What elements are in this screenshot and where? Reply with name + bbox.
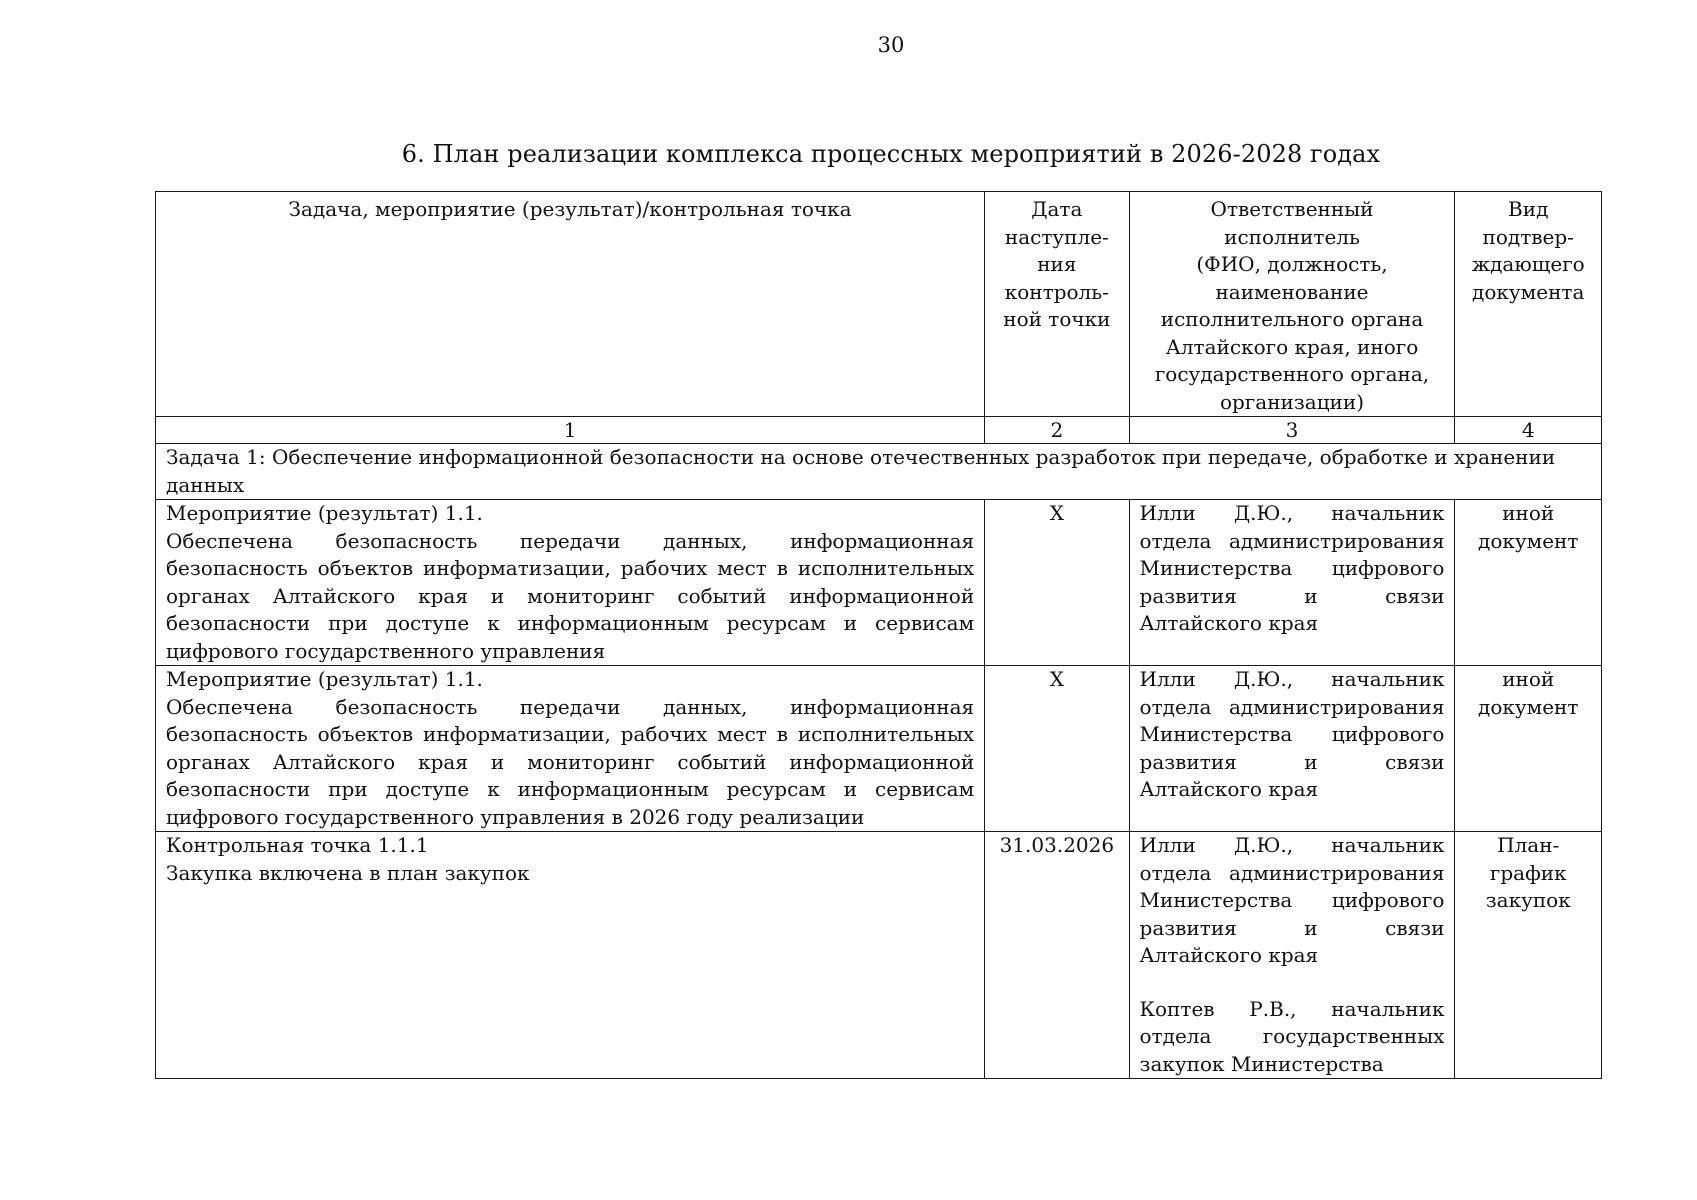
event-title: Мероприятие (результат) 1.1.	[166, 501, 483, 525]
column-number: 3	[1129, 417, 1455, 444]
executor-2: Коптев Р.В., начальник отдела государственных закупок Министерства	[1139, 996, 1445, 1076]
document-title: 6. План реализации комплекса процессных мероприятий в 2026-2028 годах	[401, 140, 1381, 168]
table-row	[156, 832, 1602, 1079]
table-header-row	[156, 192, 1602, 417]
event-text: Обеспечена безопасность передачи данных, информационная безопасность объектов информатизации, рабочих мест в исполнительных органах Алтайского края и мониторинг событий информационной безопасности при доступе к информационным ресурсам и сервисам цифрового государственного управления	[166, 528, 975, 663]
table-row	[156, 500, 1602, 666]
column-number: 1	[156, 417, 985, 444]
plan-table	[155, 191, 1602, 1079]
checkpoint-cell	[156, 832, 985, 1079]
date-cell: 31.03.2026	[985, 832, 1129, 1079]
checkpoint-text: Закупка включена в план закупок	[166, 860, 530, 885]
task-text: Задача 1: Обеспечение информационной безопасности на основе отечественных разработок при передаче, обработке и хранении данных	[156, 444, 1602, 500]
event-cell	[156, 500, 985, 666]
header-task: Задача, мероприятие (результат)/контрольная точка	[156, 192, 985, 417]
executor-cell	[1129, 832, 1455, 1079]
task-row	[156, 444, 1602, 500]
event-text: Обеспечена безопасность передачи данных, информационная безопасность объектов информатизации, рабочих мест в исполнительных органах Алтайского края и мониторинг событий информационной безопасности при доступе к информационным ресурсам и сервисам цифрового государственного управления в 2026 году реализации	[166, 694, 975, 829]
date-cell: X	[985, 666, 1129, 832]
page-number: 30	[877, 33, 905, 57]
table-row	[156, 666, 1602, 832]
date-cell: X	[985, 500, 1129, 666]
column-number: 2	[985, 417, 1129, 444]
executor-cell: Илли Д.Ю., начальник отдела администрирования Министерства цифрового развития и связи Алтайского края	[1129, 500, 1455, 666]
executor-cell: Илли Д.Ю., начальник отдела администрирования Министерства цифрового развития и связи Алтайского края	[1129, 666, 1455, 832]
column-number-row	[156, 417, 1602, 444]
executor-1: Илли Д.Ю., начальник отдела администрирования Министерства цифрового развития и связи Алтайского края	[1139, 833, 1445, 967]
doc-type-cell: иной документ	[1455, 666, 1602, 832]
event-title: Мероприятие (результат) 1.1.	[166, 667, 483, 691]
header-executor: Ответственный исполнитель (ФИО, должность, наименование исполнительного органа Алтайского края, иного государственного органа, организации)	[1129, 192, 1455, 417]
header-date: Дата наступле- ния контроль- ной точки	[985, 192, 1129, 417]
doc-type-cell: План-график закупок	[1455, 832, 1602, 1079]
doc-type-cell: иной документ	[1455, 500, 1602, 666]
checkpoint-title: Контрольная точка 1.1.1	[166, 833, 429, 857]
header-doc-type: Вид подтвер- ждающего документа	[1455, 192, 1602, 417]
event-cell	[156, 666, 985, 832]
column-number: 4	[1455, 417, 1602, 444]
